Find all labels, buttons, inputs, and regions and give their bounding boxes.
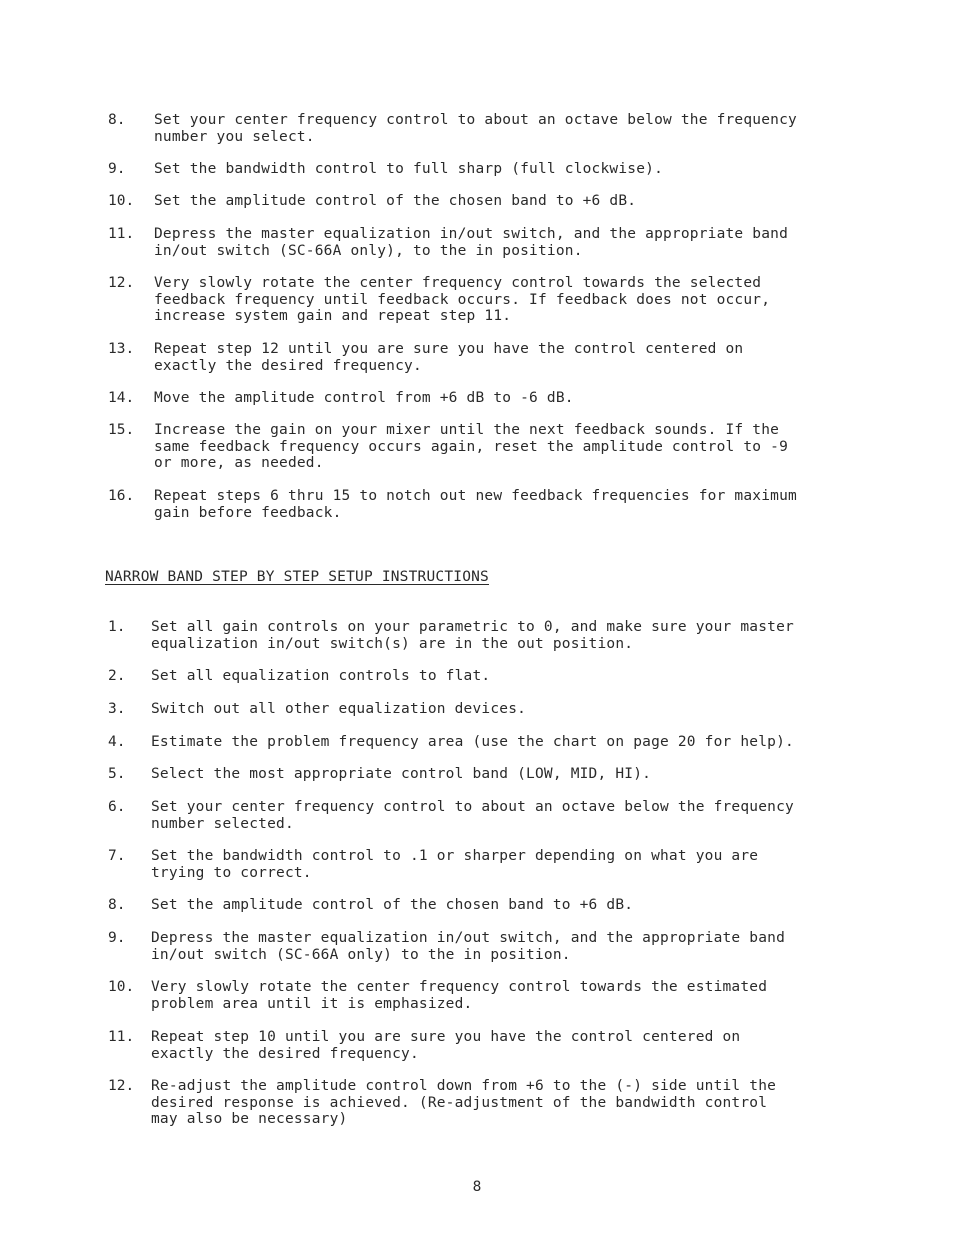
step-number: 11.: [108, 226, 135, 242]
step-text: Re-adjust the amplitude control down from +6 to the (-) side until the desired response is achieved. (Re-adjustment of the bandwidth control may also be necessary): [151, 1078, 777, 1127]
step-number: 13.: [108, 341, 135, 357]
step-number: 9.: [108, 161, 126, 177]
step-text: Set the amplitude control of the chosen band to +6 dB.: [151, 897, 634, 913]
step-text: Set the amplitude control of the chosen band to +6 dB.: [154, 193, 637, 209]
step-number: 12.: [108, 275, 135, 291]
page-number: 8: [472, 1179, 482, 1195]
step-number: 10.: [108, 193, 135, 209]
step-text: Switch out all other equalization devices.: [151, 701, 527, 717]
step-number: 11.: [108, 1029, 135, 1045]
step-number: 12.: [108, 1078, 135, 1094]
step-text: Set the bandwidth control to full sharp (full clockwise).: [154, 161, 663, 177]
section-heading: NARROW BAND STEP BY STEP SETUP INSTRUCTIONS: [105, 569, 489, 585]
step-text: Estimate the problem frequency area (use the chart on page 20 for help).: [151, 734, 794, 750]
step-text: Set all equalization controls to flat.: [151, 668, 491, 684]
step-number: 10.: [108, 979, 135, 995]
step-text: Move the amplitude control from +6 dB to -6 dB.: [154, 390, 574, 406]
step-text: Very slowly rotate the center frequency control towards the selected feedback frequency until feedback occurs. If feedback does not occur, increase system gain and repeat step 11.: [154, 275, 771, 324]
step-text: Very slowly rotate the center frequency control towards the estimated problem area until it is emphasized.: [151, 979, 768, 1012]
step-text: Repeat steps 6 thru 15 to notch out new feedback frequencies for maximum gain before feedback.: [154, 488, 797, 521]
step-number: 9.: [108, 930, 126, 946]
step-number: 7.: [108, 848, 126, 864]
step-number: 3.: [108, 701, 126, 717]
step-text: Set your center frequency control to about an octave below the frequency number you select.: [154, 112, 797, 145]
step-text: Select the most appropriate control band (LOW, MID, HI).: [151, 766, 652, 782]
step-number: 8.: [108, 897, 126, 913]
step-text: Set your center frequency control to about an octave below the frequency number selected.: [151, 799, 794, 832]
step-text: Depress the master equalization in/out switch, and the appropriate band in/out switch (SC-66A only), to the in position.: [154, 226, 789, 259]
step-text: Repeat step 12 until you are sure you have the control centered on exactly the desired frequency.: [154, 341, 744, 374]
step-number: 14.: [108, 390, 135, 406]
step-text: Depress the master equalization in/out switch, and the appropriate band in/out switch (SC-66A only) to the in position.: [151, 930, 786, 963]
step-text: Set the bandwidth control to .1 or sharper depending on what you are trying to correct.: [151, 848, 759, 881]
step-number: 5.: [108, 766, 126, 782]
step-number: 8.: [108, 112, 126, 128]
step-number: 2.: [108, 668, 126, 684]
step-number: 4.: [108, 734, 126, 750]
step-text: Set all gain controls on your parametric to 0, and make sure your master equalization in/out switch(s) are in the out position.: [151, 619, 794, 652]
step-number: 15.: [108, 422, 135, 438]
step-text: Increase the gain on your mixer until the next feedback sounds. If the same feedback frequency occurs again, reset the amplitude control to -9 or more, as needed.: [154, 422, 789, 471]
step-text: Repeat step 10 until you are sure you have the control centered on exactly the desired frequency.: [151, 1029, 741, 1062]
step-number: 6.: [108, 799, 126, 815]
step-number: 16.: [108, 488, 135, 504]
step-number: 1.: [108, 619, 126, 635]
